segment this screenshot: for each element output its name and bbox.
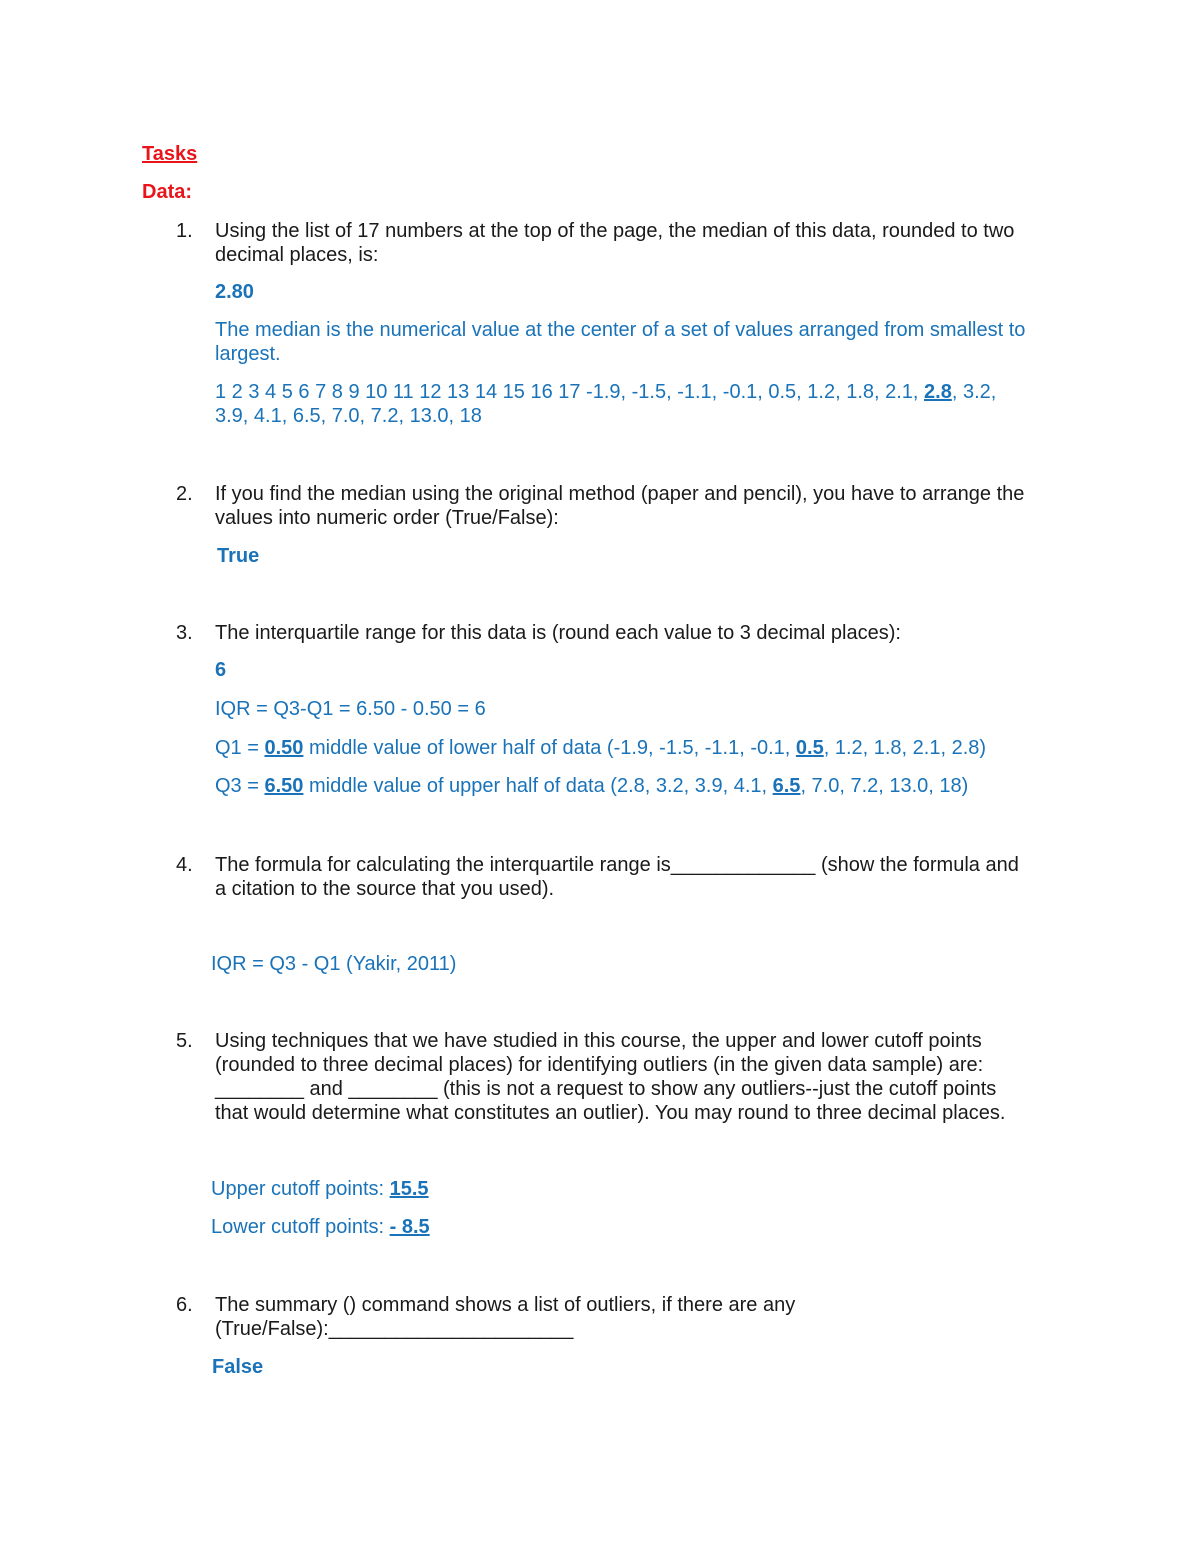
- q3-middle-value: 6.5: [772, 775, 801, 797]
- question-number: 5.: [176, 1030, 193, 1052]
- q1-middle-value: 0.5: [795, 737, 824, 759]
- answer-value: 2.80: [215, 281, 254, 303]
- sequence-values: 1 2 3 4 5 6 7 8 9 10 11 12 13 14 15 16 17 -1.9, -1.5, -1.1, -0.1, 0.5, 1.2, 1.8, 2.1,: [215, 381, 925, 403]
- q3-description: middle value of upper half of data (2.8, 3.2, 3.9, 4.1,: [303, 775, 773, 797]
- question-text-line: ________ and ________ (this is not a request to show any outliers--just the cutoff points: [215, 1078, 997, 1100]
- q1-label: Q1 =: [215, 737, 265, 759]
- q3-tail: , 7.0, 7.2, 13.0, 18): [800, 775, 969, 797]
- question-text-line: The formula for calculating the interquartile range is_____________ (show the formula and: [215, 854, 1019, 876]
- q1-value: 0.50: [264, 737, 304, 759]
- question-text-line: that would determine what constitutes an outlier). You may round to three decimal places.: [215, 1102, 1006, 1124]
- question-number: 3.: [176, 622, 193, 644]
- sequence-values: 3.9, 4.1, 6.5, 7.0, 7.2, 13.0, 18: [215, 405, 482, 427]
- tasks-heading: Tasks: [142, 143, 198, 165]
- explanation-line: largest.: [215, 343, 281, 365]
- iqr-calculation: IQR = Q3-Q1 = 6.50 - 0.50 = 6: [215, 698, 486, 720]
- q1-line: [215, 737, 986, 760]
- question-number: 1.: [176, 220, 193, 242]
- question-text-line: a citation to the source that you used).: [215, 878, 555, 900]
- answer-value: True: [217, 545, 260, 567]
- sequence-values: , 3.2,: [951, 381, 997, 403]
- question-text-line: Using the list of 17 numbers at the top of the page, the median of this data, rounded to two: [215, 220, 1015, 242]
- data-heading: Data:: [142, 181, 193, 203]
- q1-tail: , 1.2, 1.8, 2.1, 2.8): [823, 737, 987, 759]
- q1-description: middle value of lower half of data (-1.9, -1.5, -1.1, -0.1,: [303, 737, 796, 759]
- question-text-line: decimal places, is:: [215, 244, 379, 266]
- upper-cutoff-label: Upper cutoff points:: [211, 1178, 390, 1200]
- question-text-line: values into numeric order (True/False):: [215, 507, 559, 529]
- question-text-line: The summary () command shows a list of outliers, if there are any: [215, 1294, 796, 1316]
- q3-label: Q3 =: [215, 775, 265, 797]
- upper-cutoff-value: 15.5: [389, 1178, 429, 1200]
- lower-cutoff-value: - 8.5: [389, 1216, 430, 1238]
- lower-cutoff-label: Lower cutoff points:: [211, 1216, 390, 1238]
- upper-cutoff: [211, 1178, 429, 1201]
- question-number: 4.: [176, 854, 193, 876]
- question-text-line: Using techniques that we have studied in this course, the upper and lower cutoff points: [215, 1030, 982, 1052]
- q3-value: 6.50: [264, 775, 304, 797]
- median-value: 2.8: [924, 381, 952, 403]
- answer-value: 6: [215, 659, 227, 681]
- explanation-line: The median is the numerical value at the center of a set of values arranged from smallest to: [215, 319, 1026, 341]
- question-text-line: (True/False):______________________: [215, 1318, 574, 1340]
- question-text-line: The interquartile range for this data is (round each value to 3 decimal places):: [215, 622, 901, 644]
- q3-line: [215, 775, 968, 798]
- question-number: 2.: [176, 483, 193, 505]
- question-text-line: If you find the median using the original method (paper and pencil), you have to arrange the: [215, 483, 1025, 505]
- answer-value: False: [212, 1356, 264, 1378]
- lower-cutoff: [211, 1216, 430, 1239]
- question-number: 6.: [176, 1294, 193, 1316]
- answer-value: IQR = Q3 - Q1 (Yakir, 2011): [211, 953, 457, 975]
- sorted-sequence: [215, 381, 996, 404]
- question-text-line: (rounded to three decimal places) for identifying outliers (in the given data sample) are:: [215, 1054, 984, 1076]
